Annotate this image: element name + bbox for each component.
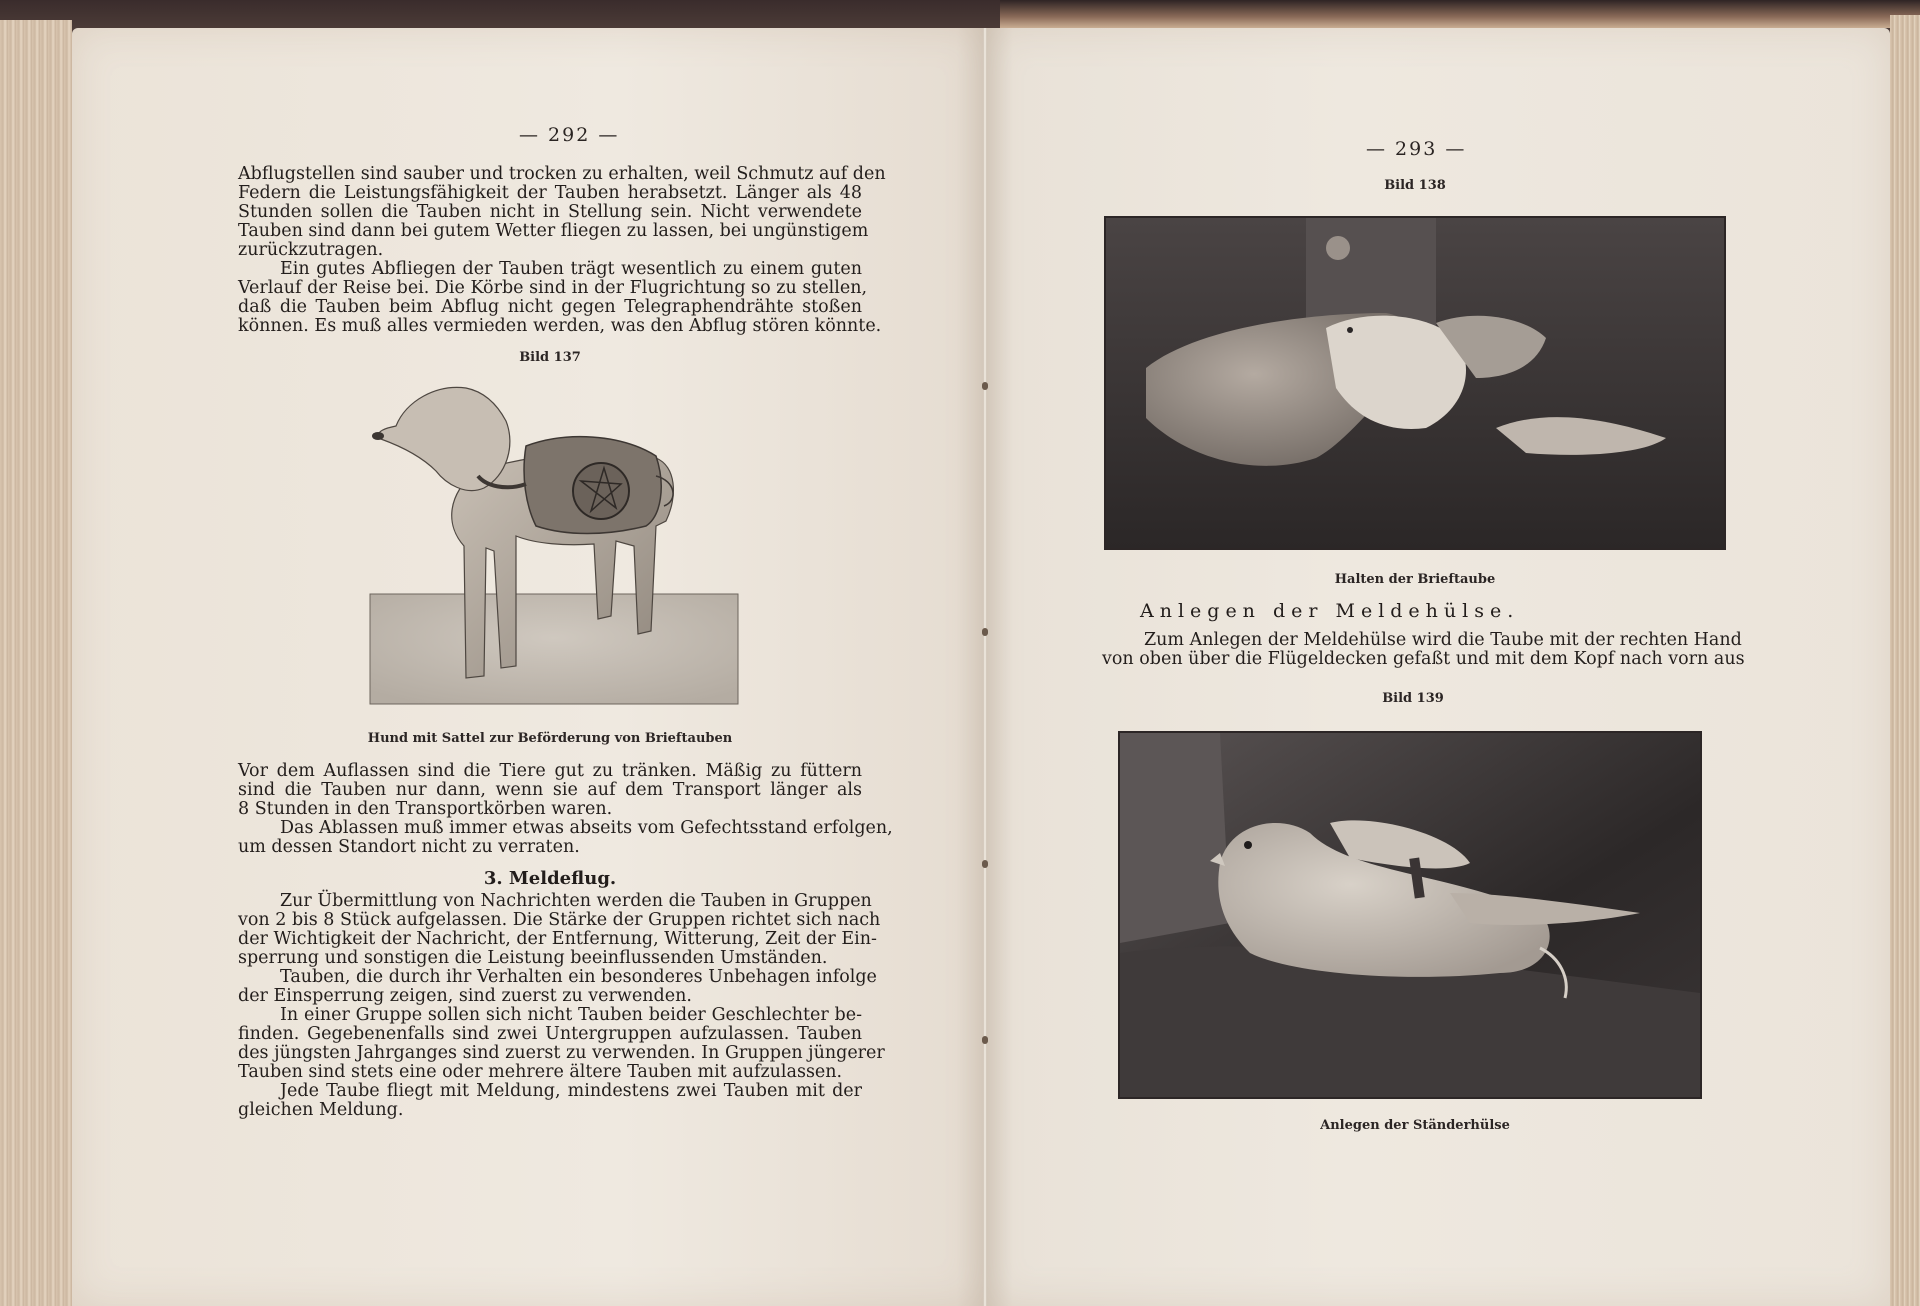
text-line: daß die Tauben beim Abflug nicht gegen Telegraphendrähte stoßen: [238, 297, 862, 317]
text-line: Abflugstellen sind sauber und trocken zu erhalten, weil Schmutz auf den: [238, 164, 886, 184]
text-line: 8 Stunden in den Transportkörben waren.: [238, 799, 613, 819]
figure-138-label: Bild 138: [1384, 178, 1446, 193]
text-line: der Einsperrung zeigen, sind zuerst zu verwenden.: [238, 986, 692, 1006]
binding-stitch: [982, 628, 988, 636]
text-line: Stunden sollen die Tauben nicht in Stellung sein. Nicht verwendete: [238, 202, 862, 222]
text-line: Zum Anlegen der Meldehülse wird die Taube mit der rechten Hand: [1144, 630, 1742, 650]
page-number-left: — 292 —: [519, 124, 620, 146]
text-line: Tauben sind stets eine oder mehrere ältere Tauben mit aufzulassen.: [238, 1062, 843, 1082]
book-cover-edge: [1000, 0, 1920, 28]
figure-139-label: Bild 139: [1382, 691, 1444, 706]
text-line: können. Es muß alles vermieden werden, was den Abflug stören könnte.: [238, 316, 882, 336]
text-line: gleichen Meldung.: [238, 1100, 404, 1120]
right-paragraph: [1102, 630, 1745, 669]
binding-stitch: [982, 860, 988, 868]
text-line: von oben über die Flügeldecken gefaßt und mit dem Kopf nach vorn aus: [1102, 649, 1745, 669]
text-line: zurückzutragen.: [238, 240, 384, 260]
text-line: Ein gutes Abfliegen der Tauben trägt wesentlich zu einem guten: [280, 259, 862, 279]
left-paragraph-3: [238, 762, 862, 819]
text-line: von 2 bis 8 Stück aufgelassen. Die Stärke der Gruppen richtet sich nach: [238, 910, 881, 930]
text-line: Jede Taube fliegt mit Meldung, mindestens zwei Tauben mit der: [280, 1081, 862, 1101]
text-line: Verlauf der Reise bei. Die Körbe sind in der Flugrichtung so zu stellen,: [238, 278, 868, 298]
subheading-meldehuelse: Anlegen der Meldehülse.: [1140, 600, 1520, 622]
text-line: Das Ablassen muß immer etwas abseits vom Gefechtsstand erfolgen,: [280, 818, 893, 838]
binding-stitch: [982, 1036, 988, 1044]
photo-138-icon: [1106, 218, 1724, 548]
text-line: sperrung und sonstigen die Leistung beeinflussenden Umständen.: [238, 948, 828, 968]
text-line: In einer Gruppe sollen sich nicht Tauben beider Geschlechter be-: [280, 1005, 862, 1025]
pigeon-leg-band-photo: [1118, 731, 1702, 1099]
text-line: Vor dem Auflassen sind die Tiere gut zu tränken. Mäßig zu füttern: [238, 761, 862, 781]
text-line: sind die Tauben nur dann, wenn sie auf dem Transport länger als: [238, 780, 862, 800]
photo-139-icon: [1120, 733, 1700, 1097]
page-edges-right: [1890, 15, 1920, 1306]
binding-stitch: [982, 382, 988, 390]
left-paragraph-1: [238, 164, 886, 260]
text-line: der Wichtigkeit der Nachricht, der Entfernung, Witterung, Zeit der Ein-: [238, 929, 877, 949]
page-number-right: — 293 —: [1366, 138, 1467, 160]
text-line: des jüngsten Jahrganges sind zuerst zu verwenden. In Gruppen jüngerer: [238, 1043, 885, 1063]
dog-illustration: [366, 376, 742, 706]
left-paragraph-8: [238, 1082, 862, 1120]
figure-139-caption: Anlegen der Ständerhülse: [1320, 1118, 1510, 1133]
left-paragraph-7: [238, 1005, 885, 1082]
text-line: Tauben sind dann bei gutem Wetter fliegen zu lassen, bei ungünstigem: [238, 221, 869, 241]
figure-137-label: Bild 137: [519, 350, 581, 365]
text-line: finden. Gegebenenfalls sind zwei Untergruppen aufzulassen. Tauben: [238, 1024, 862, 1044]
book-gutter: [983, 28, 987, 1306]
left-paragraph-4: [238, 818, 893, 857]
figure-137-caption: Hund mit Sattel zur Beförderung von Brieftauben: [367, 731, 733, 746]
figure-138-caption: Halten der Brieftaube: [1334, 572, 1496, 587]
text-line: Tauben, die durch ihr Verhalten ein besonderes Unbehagen infolge: [280, 967, 877, 987]
left-paragraph-2: [238, 259, 882, 336]
dog-with-saddle-icon: [366, 376, 742, 706]
text-line: Federn die Leistungsfähigkeit der Tauben herabsetzt. Länger als 48: [238, 183, 862, 203]
page-edges-left: [0, 20, 72, 1306]
text-line: um dessen Standort nicht zu verraten.: [238, 837, 580, 857]
left-paragraph-6: [238, 967, 877, 1006]
text-line: Zur Übermittlung von Nachrichten werden die Tauben in Gruppen: [280, 891, 872, 911]
section-heading-meldeflug: 3. Meldeflug.: [483, 868, 617, 889]
pigeon-held-in-hands-photo: [1104, 216, 1726, 550]
left-paragraph-5: [238, 891, 881, 968]
